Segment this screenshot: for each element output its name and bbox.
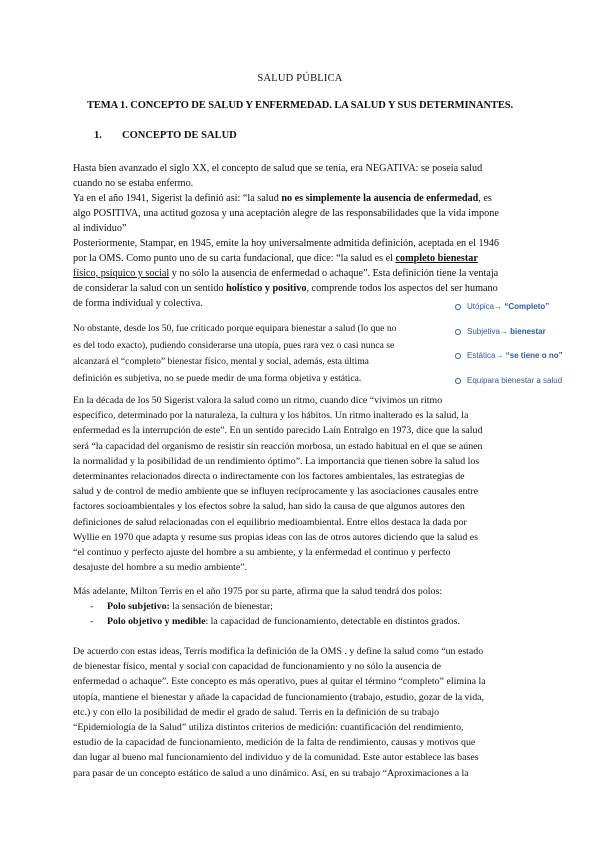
text-line: No obstante, desde los 50, fue criticado porque equipara bienestar a salud (lo que no [73, 323, 397, 334]
text-line: etc.) y con ello la posibilidad de medir el grado de salud. Terris en la definición de su trabajo [73, 706, 440, 718]
text-line: la normalidad y la posibilidad de un rendimiento óptimo”. La importancia que tienen sobre la salud los [73, 455, 480, 467]
section-heading [94, 130, 237, 141]
text-line: definiciones de salud relacionadas con el equilibrio medioambiental. Entre ellos destaca la dada por [73, 516, 467, 528]
poles-list [90, 599, 460, 629]
side-notes [455, 301, 595, 399]
text-line: específico, determinado por la naturaleza, la cultura y los hábitos. Un ritmo inalterado es la salud, la [73, 410, 469, 422]
text-line: De acuerdo con estas ideas, Terris modifica la definición de la OMS . y define la salud como “un estado [73, 646, 484, 657]
paragraph-3 [73, 393, 482, 575]
circle-bullet-icon [455, 329, 461, 335]
text-line: En la década de los 50 Sigerist valora la salud como un ritmo, cuando dice “vivimos un ritmo [73, 395, 443, 406]
list-item: - Polo subjetivo: la sensación de bienestar; [90, 601, 273, 612]
text-line: Ya en el año 1941, Sigerist la definió así: “la salud no es simplemente la ausencia de enfermedad, es [73, 193, 492, 204]
section-number: 1. [94, 130, 102, 141]
text-line: de bienestar físico, mental y social con capacidad de funcionamiento y no sólo la ausencia de [73, 661, 441, 673]
text-line: Wyllie en 1970 que adapta y resume sus propias ideas con las de otros autores diciendo que la salud es [73, 531, 478, 543]
section-label: CONCEPTO DE SALUD [122, 130, 237, 141]
side-note-item: Subjetiva→ bienestar [455, 326, 595, 351]
text-line: de forma individual y colectiva. [73, 298, 203, 309]
text-line: dan lugar al bueno mal funcionamiento del individuo y de la comunidad. Este autor establece las bases [73, 752, 479, 764]
text-line: “el continuo y perfecto ajuste del hombre a su ambiente, y la enfermedad el continuo y perfecto [73, 547, 451, 559]
text-line: para pasar de un concepto estático de salud a uno dinámico. Así, en su trabajo “Aproximaciones a la [73, 767, 469, 779]
text-line: factores socioambientales y los efectos sobre la salud, han sido la causa de que algunos autores den [73, 501, 465, 513]
text-line: cuando no se estaba enfermo. [73, 178, 194, 189]
text-line: de considerar la salud con un sentido holístico y positivo, comprende todos los aspectos del ser humano [73, 283, 498, 294]
text-line: Hasta bien avanzado el siglo XX, el concepto de salud que se tenía, era NEGATIVA: se poseía salud [73, 163, 483, 174]
text-line: algo POSITIVA, una actitud gozosa y una aceptación alegre de las responsabilidades que la vida impone [73, 208, 499, 219]
text-line: enfermedad es la interrupción de este”. En un sentido parecido Laín Entralgo en 1973, dice que la salud [73, 425, 483, 437]
text-line: será “la capacidad del organismo de resistir sin reacción morbosa, un estado habitual en el que se aúnen [73, 440, 483, 452]
paragraph-2 [73, 321, 396, 387]
text-line: utopía, mantiene el bienestar y añade la capacidad de funcionamiento (trabajo, estudio, gozar de la vida, [73, 691, 485, 703]
circle-bullet-icon [455, 304, 461, 310]
text-line: es del todo exacto), pudiendo considerarse una utopía, pues rara vez o casi nunca se [73, 339, 395, 351]
paragraph-1 [73, 161, 499, 311]
text-line: definición es subjetiva, no se puede medir de una forma objetiva y estática. [73, 372, 362, 384]
text-line: físico, psíquico y social y no sólo la ausencia de enfermedad o achaque”. Esta definición tiene la ventaja [73, 268, 499, 279]
side-note-item: Utópica→ “Completo” [455, 301, 595, 326]
text-line: determinantes relacionados directa o indirectamente con los factores ambientales, las estrategias de [73, 471, 465, 483]
text-line: salud y de control de medio ambiente que se influyen recíprocamente y las asociaciones causales entre [73, 486, 478, 498]
list-item: - Polo objetivo y medible: la capacidad de funcionamiento, detectable en distintos grados. [90, 616, 460, 627]
text-line: estudio de la capacidad de funcionamiento, medición de la falta de rendimiento, causas y motivos que [73, 737, 476, 749]
text-line: Posteriormente, Stampar, en 1945, emite la hoy universalmente admitida definición, aceptada en el 1946 [73, 238, 499, 249]
text-line: por la OMS. Como punto uno de su carta fundacional, que dice: “la salud es el completo bienestar [73, 253, 478, 264]
circle-bullet-icon [455, 353, 461, 359]
paragraph-5 [73, 644, 486, 781]
topic-heading: TEMA 1. CONCEPTO DE SALUD Y ENFERMEDAD. LA SALUD Y SUS DETERMINANTES. [87, 100, 513, 111]
text-line: al individuo” [73, 223, 127, 234]
side-note-item: Equipara bienestar a salud [455, 375, 595, 400]
text-line: enfermedad o achaque”. Este concepto es más operativo, pues al quitar el término “completo” elimina la [73, 676, 486, 688]
text-line: alcanzará el “completo” bienestar físico, mental y social, además, esta última [73, 356, 369, 367]
document-title: SALUD PÚBLICA [257, 73, 343, 84]
paragraph-4: Más adelante, Milton Terris en el año 1975 por su parte, afirma que la salud tendrá dos polos: [73, 586, 443, 597]
text-line: desajuste del hombre a su medio ambiente”. [73, 562, 248, 574]
circle-bullet-icon [455, 378, 461, 384]
side-note-item: Estática→ “se tiene o no” [455, 350, 595, 375]
text-line: “Epidemiología de la Salud” utiliza distintos criterios de medición: cuantificación del rendimiento, [73, 722, 464, 734]
